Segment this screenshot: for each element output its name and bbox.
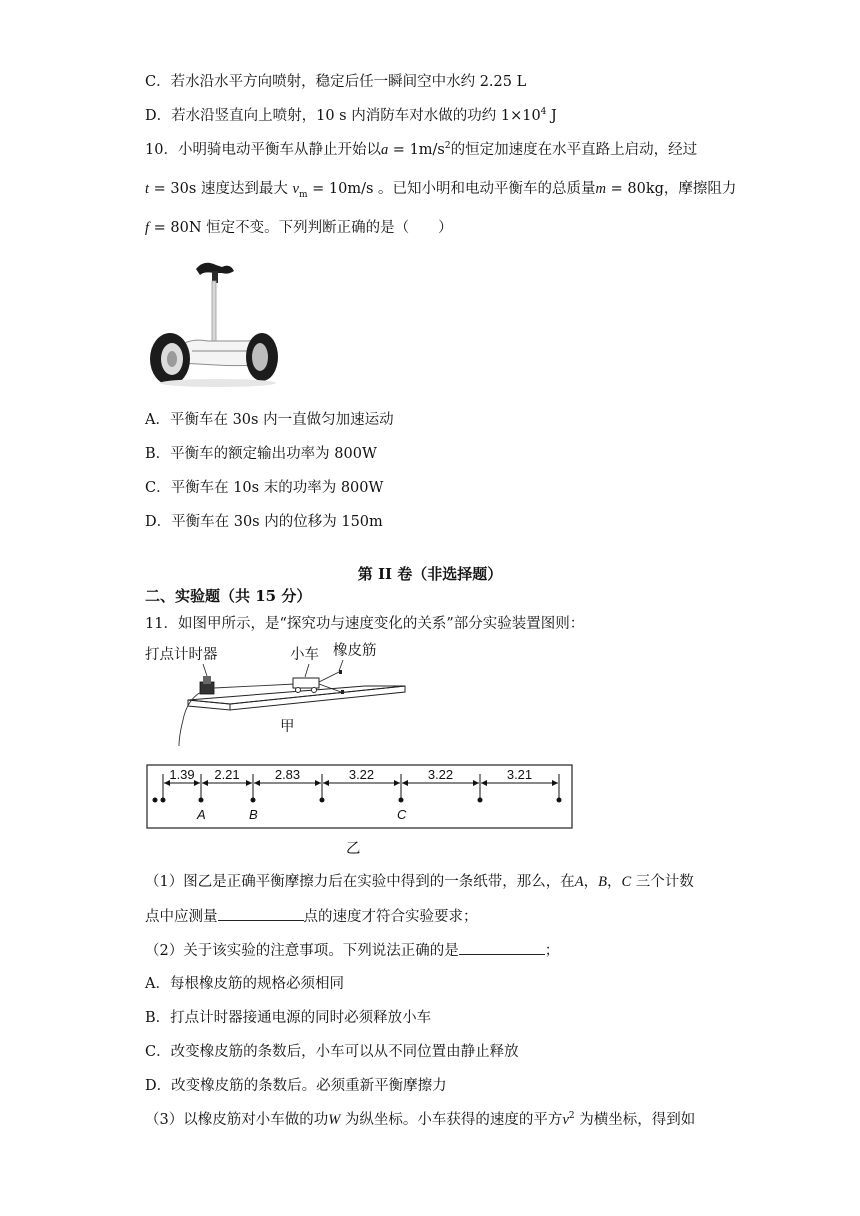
tape-segment-length: 2.21 [214,767,240,782]
tape-dot [153,798,158,803]
q10-option-b: B．平衡车的额定输出功率为 800W [145,446,377,462]
q11-part1-line2: 点中应测量 点的速度才符合实验要求； [145,906,478,927]
answer-blank-1[interactable] [218,906,304,921]
q10-stem-line2: t = 30s 速度达到最大 $v_m = 10m/s$ 。已知小明和电动平衡车的总质量m = 80kg，摩擦阻力 [145,181,737,200]
tape-dot [557,798,562,803]
tape-point-label: B [249,807,258,822]
tape-dot [478,798,483,803]
tape-point-label: C [397,807,407,822]
figure-apparatus [143,640,413,750]
tape-point-label: A [197,807,206,822]
tape-segment-length: 2.83 [274,767,301,782]
figure-tape [146,762,574,858]
q11-part3: （3）以橡皮筋对小车做的功W 为纵坐标。小车获得的速度的平方$v^2$ 为横坐标，得到如 [145,1111,696,1128]
tape-dot [161,798,166,803]
timer-label: 打点计时器 [145,647,218,663]
tape-dot [199,798,204,803]
q11-part1-line1: （1）图乙是正确平衡摩擦力后在实验中得到的一条纸带，那么，在A，B，C 三个计数 [145,874,694,890]
tape-segment-length: 3.21 [506,767,533,782]
q10-stem-line3: f = 80N 恒定不变。下列判断正确的是（ ） [145,220,453,236]
q9-option-c: C．若水沿水平方向喷射，稳定后任一瞬间空中水约 2.25 L [145,74,527,90]
tape-dot [320,798,325,803]
q11-option-a: A．每根橡皮筋的规格必须相同 [145,976,344,992]
tape-segment-length: 1.39 [169,767,195,782]
q10-option-c: C．平衡车在 10s 末的功率为 800W [145,480,384,496]
q10-stem-line1: 10．小明骑电动平衡车从静止开始以$a = 1m/s^2$的恒定加速度在水平直路上启动，经过 [145,141,698,158]
q11-part2: （2）关于该实验的注意事项。下列说法正确的是 ； [145,940,559,961]
q11-option-b: B．打点计时器接通电源的同时必须释放小车 [145,1010,432,1026]
section-heading-experiment: 二、实验题（共 15 分） [145,587,312,605]
section-title: 第 II 卷（非选择题） [357,565,503,583]
tape-segment-length: 3.22 [348,767,375,782]
q9-option-d: D．若水沿竖直向上喷射，10 s 内消防车对水做的功约 $1\times 10^4$ J [145,107,557,124]
q11-intro: 11．如图甲所示，是“探究功与速度变化的关系”部分实验装置图则： [145,616,585,632]
tape-segment-length: 3.22 [427,767,454,782]
figure-yi-caption: 乙 [346,841,361,857]
figure-jia-caption: 甲 [280,719,295,735]
tape-dot [399,798,404,803]
q11-option-c: C．改变橡皮筋的条数后，小车可以从不同位置由静止释放 [145,1044,519,1060]
q10-option-d: D．平衡车在 30s 内的位移为 150m [145,514,383,530]
q10-option-a: A．平衡车在 30s 内一直做匀加速运动 [145,412,394,428]
q11-option-d: D．改变橡皮筋的条数后。必须重新平衡摩擦力 [145,1078,447,1094]
answer-blank-2[interactable] [459,940,545,955]
tape-dot [251,798,256,803]
rubber-band-label: 橡皮筋 [333,643,377,659]
cart-label: 小车 [290,647,319,663]
balance-scooter-image [146,255,282,391]
